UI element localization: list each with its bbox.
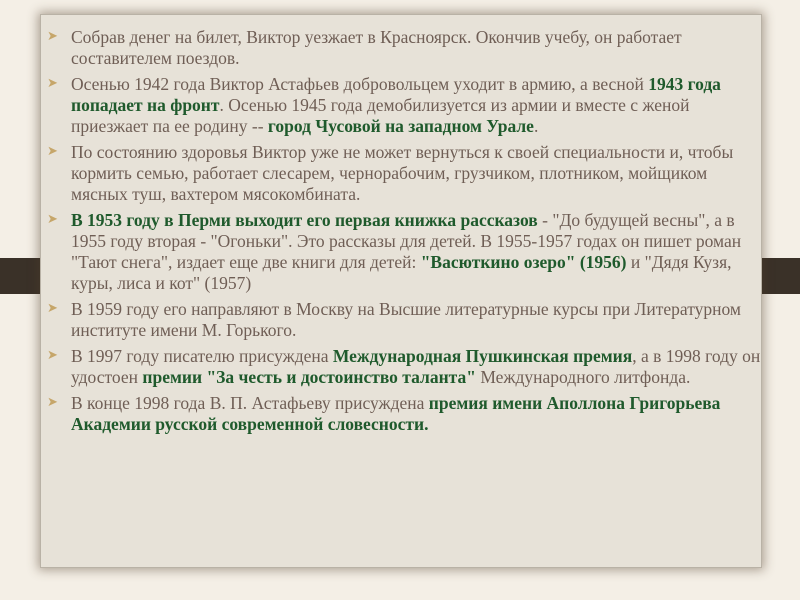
- bullet-list: [47, 27, 761, 440]
- bullet-text: Собрав денег на билет, Виктор уезжает в Красноярск. Окончив учебу, он работает составителем поездов.: [71, 27, 682, 68]
- bullet-text: и "Дядя Кузя, куры, лиса и кот" (1957): [71, 252, 732, 293]
- list-item: [47, 346, 761, 388]
- bullet-text: Осенью 1942 года Виктор Астафьев добровольцем уходит в армию, а весной: [71, 74, 649, 94]
- arrow-bullet-icon: ➤: [47, 394, 58, 409]
- bullet-highlight: Международная Пушкинская премия: [332, 346, 633, 366]
- list-item: [47, 299, 761, 341]
- arrow-bullet-icon: ➤: [47, 143, 58, 158]
- bullet-highlight: город Чусовой на западном Урале: [267, 116, 534, 136]
- arrow-bullet-icon: ➤: [47, 347, 58, 362]
- arrow-bullet-icon: ➤: [47, 75, 58, 90]
- bullet-highlight: премия имени Аполлона Григорьева Академии русской современной словесности.: [71, 393, 721, 434]
- list-item: [47, 74, 761, 137]
- slide: [40, 14, 762, 568]
- list-item: [47, 210, 761, 294]
- bullet-text: , а в 1998 году он удостоен: [71, 346, 761, 387]
- list-item: [47, 27, 761, 69]
- arrow-bullet-icon: ➤: [47, 28, 58, 43]
- list-item: [47, 393, 761, 435]
- bullet-text: Международного литфонда.: [475, 367, 691, 387]
- bullet-text: .: [533, 116, 539, 136]
- list-item: [47, 142, 761, 205]
- bullet-text: . Осенью 1945 года демобилизуется из армии и вместе с женой приезжает па ее родину --: [71, 95, 690, 136]
- bullet-highlight: В 1953 году в Перми выходит его первая книжка рассказов: [71, 210, 538, 230]
- bullet-text: В 1997 году писателю присуждена: [71, 346, 333, 366]
- bullet-highlight: "Васюткино озеро" (1956): [420, 252, 627, 272]
- bullet-text: - "До будущей весны", а в 1955 году вторая - "Огоньки". Это рассказы для детей. В 1955-1957 годах он пишет роман "Тают снега", издает еще две книги для детей:: [71, 210, 742, 272]
- bullet-text: В 1959 году его направляют в Москву на Высшие литературные курсы при Литературном институте имени М. Горького.: [71, 299, 741, 340]
- arrow-bullet-icon: ➤: [47, 300, 58, 315]
- arrow-bullet-icon: ➤: [47, 211, 58, 226]
- bullet-highlight: 1943 года попадает на фронт: [71, 74, 721, 115]
- bullet-text: В конце 1998 года В. П. Астафьеву присуждена: [71, 393, 429, 413]
- bullet-highlight: премии "За честь и достоинство таланта": [142, 367, 476, 387]
- bullet-text: По состоянию здоровья Виктор уже не может вернуться к своей специальности и, чтобы кормить семью, работает слесарем, чернорабочим, грузчиком, плотником, мойщиком мясных туш, вахтером мясокомбината.: [71, 142, 734, 204]
